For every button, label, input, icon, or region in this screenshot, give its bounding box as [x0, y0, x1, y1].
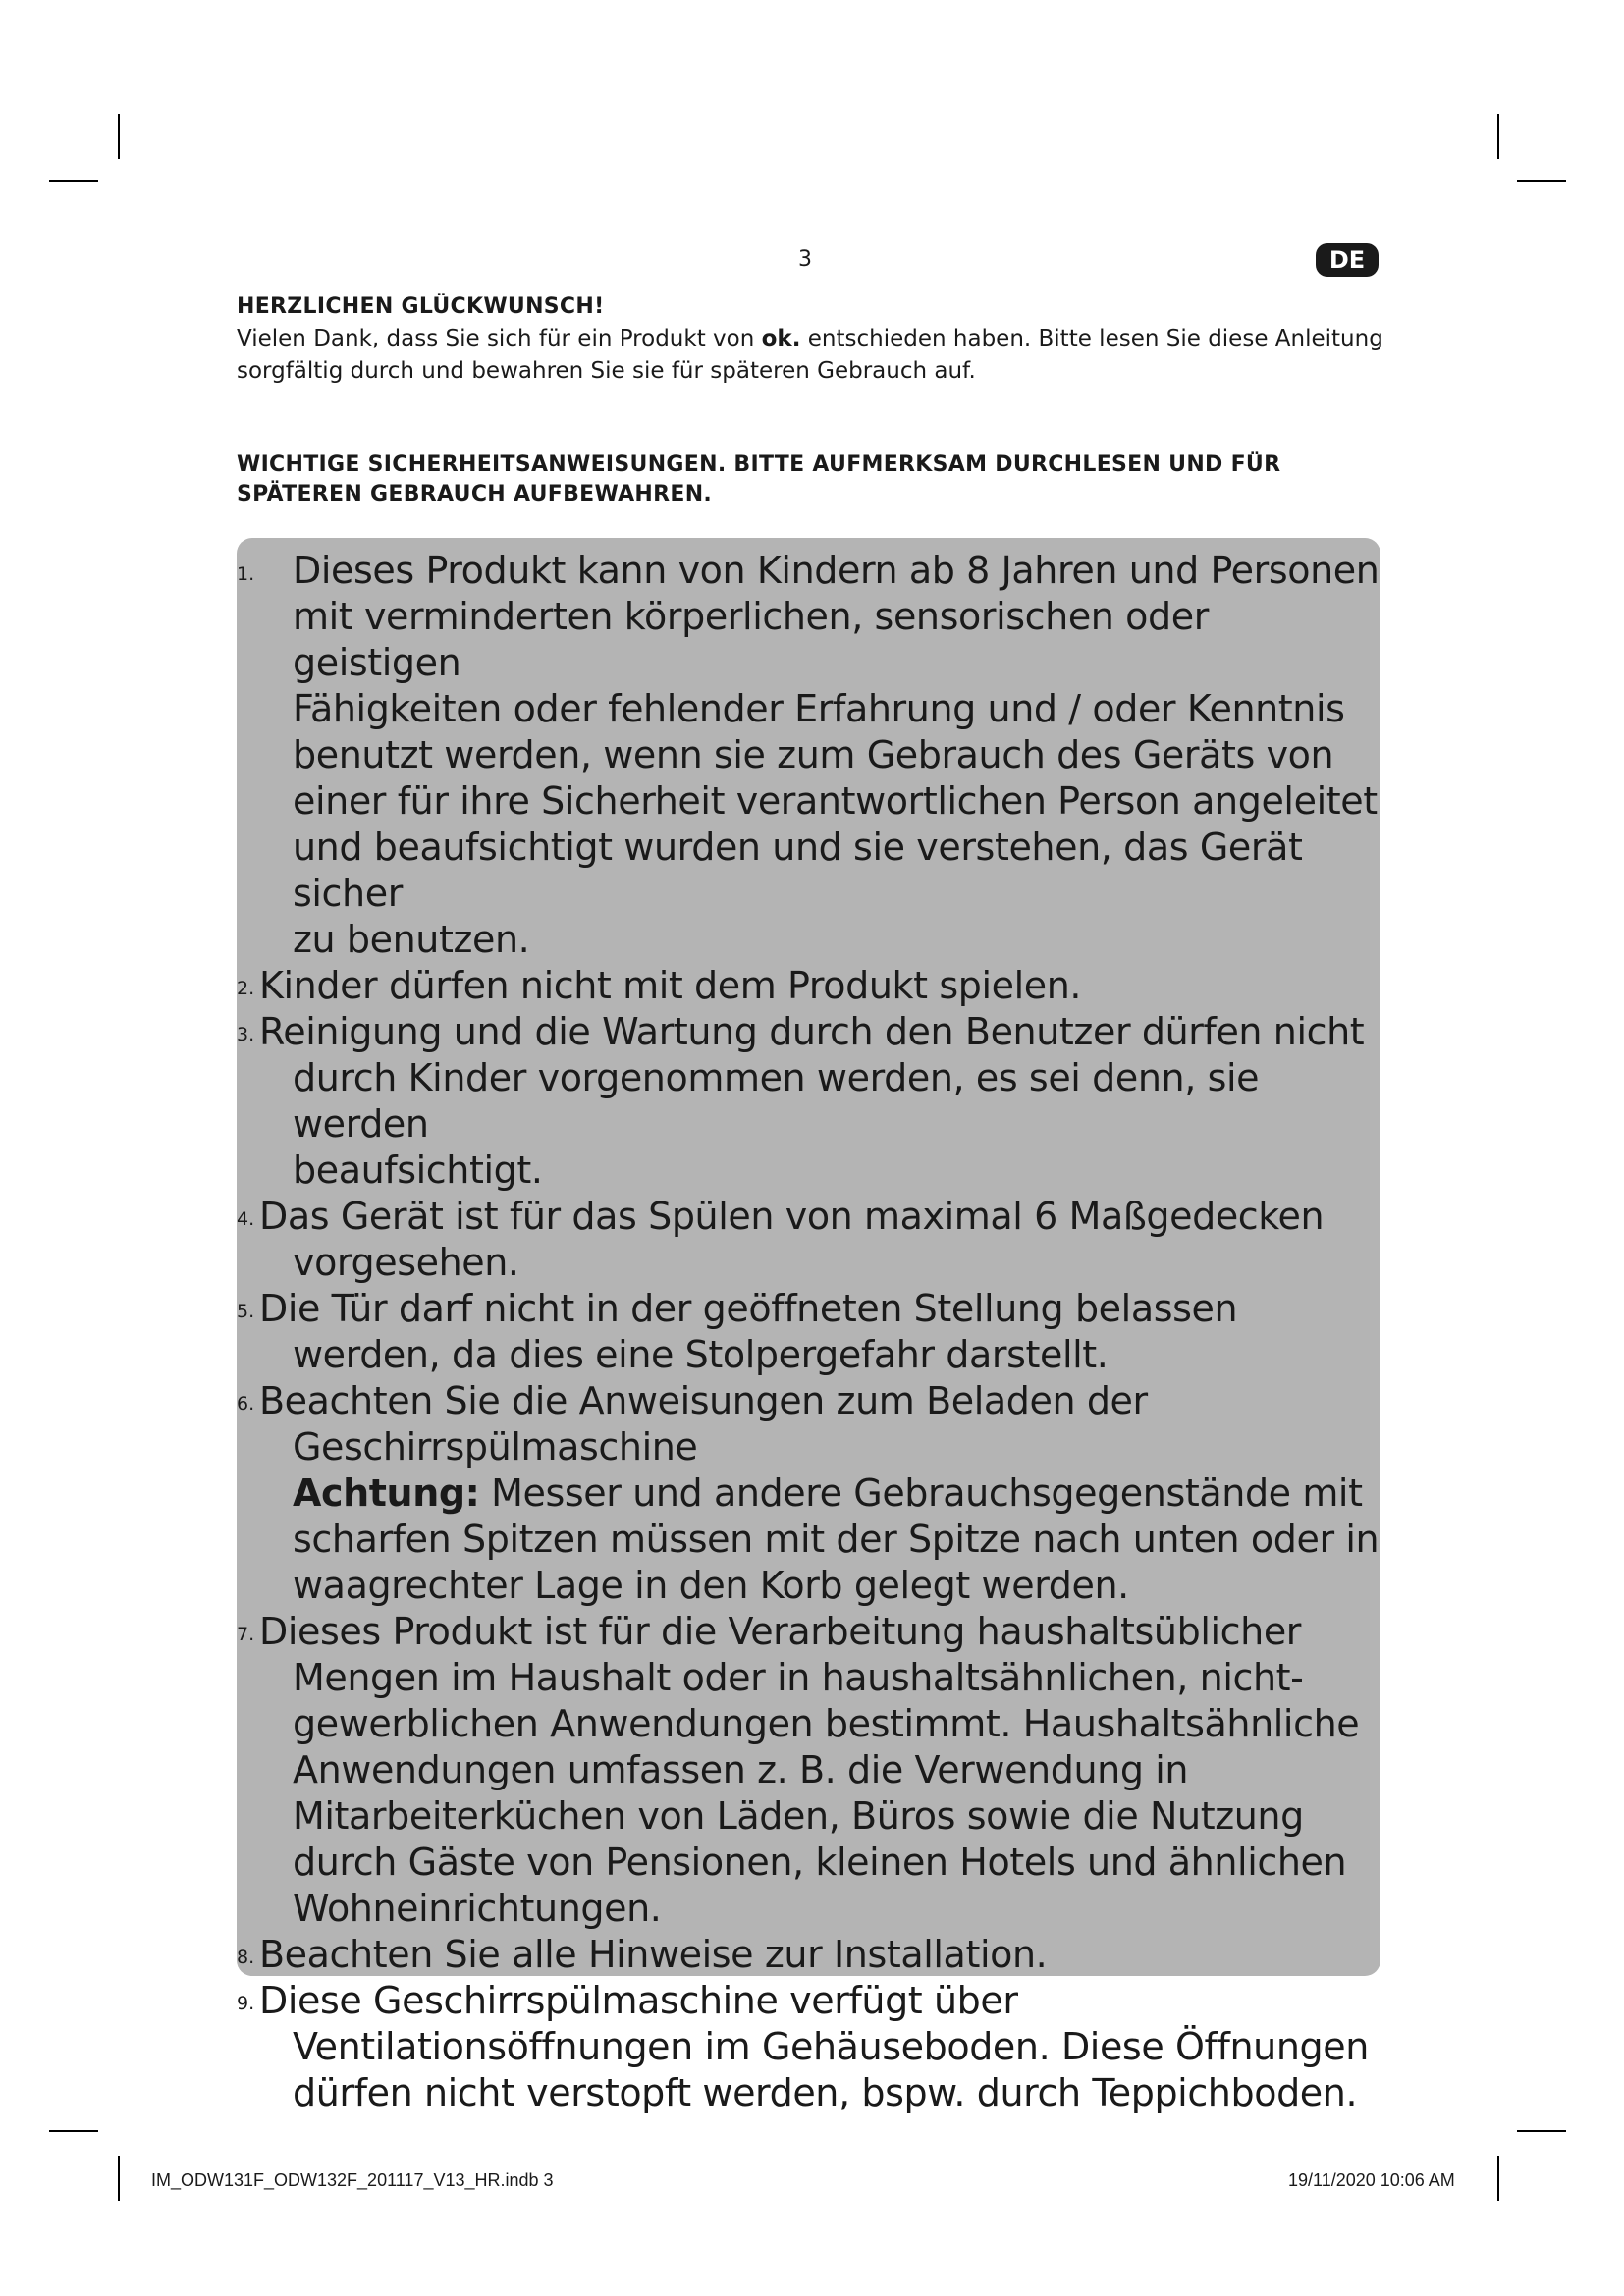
safety-warning-line: scharfen Spitzen müssen mit der Spitze nach unten oder in: [293, 1518, 1380, 1561]
safety-item-line: Das Gerät ist für das Spülen von maximal 6 Maßgedecken: [259, 1195, 1325, 1238]
safety-item-line: Mitarbeiterküchen von Läden, Büros sowie die Nutzung: [293, 1794, 1304, 1838]
brand-name: ok.: [761, 326, 801, 351]
crop-mark: [118, 114, 120, 159]
safety-item-line: mit verminderten körperlichen, sensorischen oder geistigen: [293, 595, 1209, 684]
safety-item-number: 9.: [237, 1993, 255, 2014]
safety-warning-line: waagrechter Lage in den Korb gelegt werden.: [293, 1564, 1129, 1607]
crop-mark: [49, 2130, 98, 2132]
safety-item-line: Reinigung und die Wartung durch den Benutzer dürfen nicht: [259, 1010, 1365, 1053]
safety-item: [237, 1286, 1380, 1378]
safety-item: [237, 1978, 1380, 2116]
intro-title: HERZLICHEN GLÜCKWUNSCH!: [237, 294, 605, 319]
safety-item-line: dürfen nicht verstopft werden, bspw. durch Teppichboden.: [293, 2071, 1358, 2114]
safety-item-line: zu benutzen.: [293, 918, 530, 961]
safety-item-line: Die Tür darf nicht in der geöffneten Stellung belassen: [259, 1287, 1238, 1330]
safety-item-line: vorgesehen.: [293, 1241, 519, 1284]
crop-mark: [118, 2156, 120, 2201]
intro-text: [237, 323, 1395, 388]
safety-warning-line: [293, 1470, 1380, 1517]
safety-item-number: 2.: [237, 978, 255, 999]
safety-item-line: Wohneinrichtungen.: [293, 1887, 662, 1930]
safety-item-line: Anwendungen umfassen z. B. die Verwendung in: [293, 1748, 1189, 1791]
safety-item-line: durch Gäste von Pensionen, kleinen Hotels und ähnlichen: [293, 1841, 1347, 1884]
safety-item: [237, 1194, 1380, 1286]
footer-file-name: IM_ODW131F_ODW132F_201117_V13_HR.indb 3: [151, 2170, 554, 2190]
safety-item-number: 3.: [237, 1024, 255, 1045]
safety-item: [237, 548, 1380, 963]
safety-item-line: durch Kinder vorgenommen werden, es sei denn, sie werden: [293, 1056, 1260, 1146]
safety-item-number: 6.: [237, 1393, 255, 1415]
intro-text-part: Vielen Dank, dass Sie sich für ein Produkt von: [237, 326, 762, 351]
safety-item-line: Dieses Produkt kann von Kindern ab 8 Jahren und Personen: [293, 549, 1380, 592]
safety-item-line: Kinder dürfen nicht mit dem Produkt spielen.: [259, 964, 1082, 1007]
safety-item-line: Mengen im Haushalt oder in haushaltsähnlichen, nicht-: [293, 1656, 1304, 1699]
page-number: 3: [798, 247, 812, 272]
language-badge: DE: [1316, 243, 1379, 277]
safety-item-line: beaufsichtigt.: [293, 1148, 543, 1192]
crop-mark: [1517, 180, 1566, 182]
safety-item: [237, 1009, 1380, 1194]
intro-section: [237, 294, 1395, 388]
safety-item-number: 1.: [237, 563, 255, 585]
safety-item-line: einer für ihre Sicherheit verantwortlichen Person angeleitet: [293, 779, 1378, 823]
safety-item-line: werden, da dies eine Stolpergefahr darstellt.: [293, 1333, 1109, 1376]
safety-item-number: 4.: [237, 1208, 255, 1230]
footer-timestamp: 19/11/2020 10:06 AM: [1288, 2170, 1455, 2190]
safety-item-line: Geschirrspülmaschine: [293, 1425, 698, 1468]
safety-item-line: und beaufsichtigt wurden und sie verstehen, das Gerät sicher: [293, 826, 1303, 915]
safety-item: [237, 963, 1380, 1009]
safety-instructions-box: [237, 538, 1380, 2114]
crop-mark: [49, 180, 98, 182]
safety-item-number: 5.: [237, 1301, 255, 1322]
intro-text-part: entschieden haben. Bitte lesen Sie diese Anleitung sorgfältig durch und bewahren Sie sie für späteren Gebrauch auf.: [237, 326, 1383, 384]
warning-text: Messer und andere Gebrauchsgegenstände mit: [479, 1471, 1363, 1515]
safety-item: [237, 1932, 1380, 1978]
crop-mark: [1517, 2130, 1566, 2132]
safety-item-line: Ventilationsöffnungen im Gehäuseboden. Diese Öffnungen: [293, 2025, 1369, 2068]
safety-item: [237, 1609, 1380, 1932]
safety-item-line: gewerblichen Anwendungen bestimmt. Haushaltsähnliche: [293, 1702, 1360, 1745]
safety-item-number: 8.: [237, 1947, 255, 1968]
safety-title: WICHTIGE SICHERHEITSANWEISUNGEN. BITTE AUFMERKSAM DURCHLESEN UND FÜR SPÄTEREN GEBRAUCH AUFBEWAHREN.: [237, 453, 1281, 507]
crop-mark: [1497, 2156, 1499, 2201]
safety-item-line: Dieses Produkt ist für die Verarbeitung haushaltsüblicher: [259, 1610, 1302, 1653]
safety-item-line: Beachten Sie die Anweisungen zum Beladen der: [259, 1379, 1148, 1422]
safety-item-line: Fähigkeiten oder fehlender Erfahrung und / oder Kenntnis: [293, 687, 1345, 730]
safety-item: [237, 1378, 1380, 1609]
safety-item-number: 7.: [237, 1624, 255, 1645]
warning-label: Achtung:: [293, 1471, 480, 1515]
safety-item-line: benutzt werden, wenn sie zum Gebrauch des Geräts von: [293, 733, 1334, 776]
safety-item-line: Beachten Sie alle Hinweise zur Installation.: [259, 1933, 1048, 1976]
crop-mark: [1497, 114, 1499, 159]
safety-list: [237, 538, 1380, 2116]
safety-item-line: Diese Geschirrspülmaschine verfügt über: [259, 1979, 1018, 2022]
